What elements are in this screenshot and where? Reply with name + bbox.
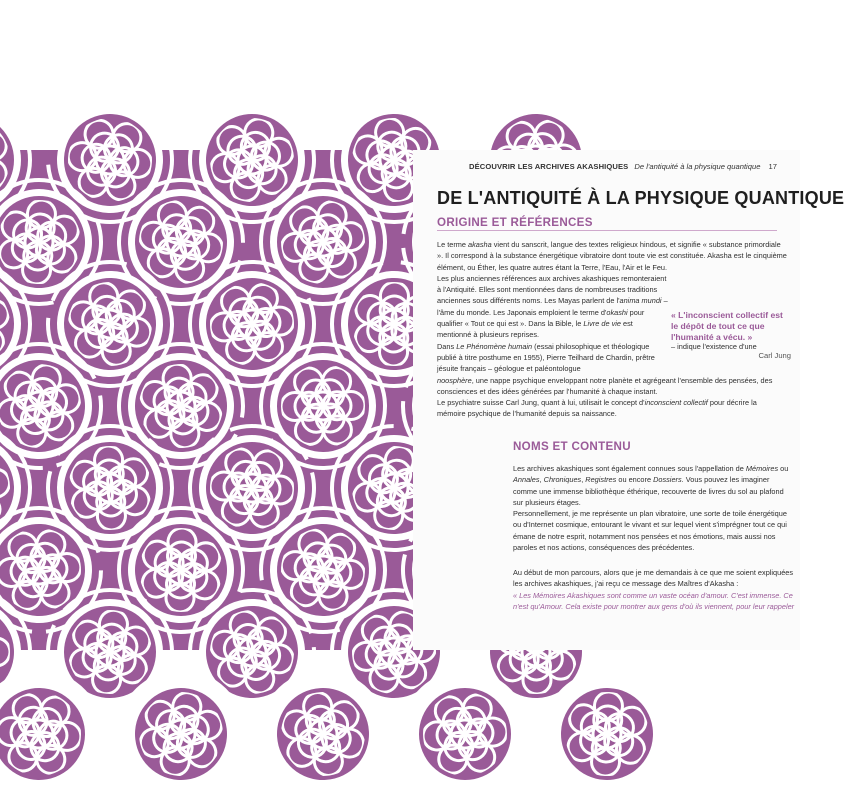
section-heading-origine: ORIGINE ET RÉFÉRENCES — [437, 216, 593, 229]
paragraph: Les plus anciennes références aux archives akashiques remonteraient à l'Antiquité. Elles sont mentionnées dans de nombreuses traditions anciennes sous différents noms. Les Mayas parlent de l'anima mundi – l'âme du monde. Les Japonais emploient le terme d'okashi pour qualifier « Tout ce qui est ». Dans la Bible, le Livre de vie est mentionné à plusieurs reprises. — [437, 273, 668, 340]
paragraph: Personnellement, je me représente un plan vibratoire, une sorte de toile énergétique ou d'Internet cosmique, entourant le vivant et sur lequel vient s'imprégner tout ce qui émane de notre esprit, notamment nos pensées et nos émotions, mais aussi nos paroles et nos actions, conséquences des précédentes. — [513, 509, 787, 553]
running-head — [469, 162, 777, 171]
decorative-pattern-page — [0, 150, 413, 650]
pull-quote — [671, 310, 791, 360]
pull-quote-text: « L'inconscient collectif est le dépôt de tout ce que l'humanité a vécu. » — [671, 310, 783, 342]
flower-of-life-pattern — [0, 150, 413, 650]
book-spread — [0, 150, 844, 650]
section-divider — [437, 230, 777, 231]
section-body-message — [513, 567, 795, 612]
section-body-noms — [513, 463, 795, 553]
chapter-title: DE L'ANTIQUITÉ À LA PHYSIQUE QUANTIQUE — [437, 188, 844, 208]
paragraph: Dans Le Phénomène humain (essai philosophique et théologique publié à titre posthume en 1955), Pierre Teilhard de Chardin, prêtre jésuite français – géologue et paléontologue – indique l'existence d'une noosphère, une nappe psychique enveloppant notre planète et agrégeant l'ensemble des pensées, des consciences et des idées générées par l'humanité à chaque instant. — [437, 341, 773, 396]
paragraph: Le psychiatre suisse Carl Jung, quant à lui, utilisait le concept d'inconscient collectif pour décrire la mémoire psychique de l'humanité depuis sa naissance. — [437, 398, 757, 419]
running-head-section: De l'antiquité à la physique quantique — [634, 162, 761, 171]
akashic-message-quote: « Les Mémoires Akashiques sont comme un vaste océan d'amour. C'est immense. Ce n'est qu'Amour. Cela existe pour montrer aux gens d'où ils viennent, pour leur rappeler — [513, 590, 795, 611]
paragraph: Au début de mon parcours, alors que je me demandais à ce que me soient expliquées les archives akashiques, j'ai reçu ce message des Maîtres d'Akasha : — [513, 568, 794, 589]
page-number: 17 — [768, 162, 777, 171]
paragraph: Les archives akashiques sont également connues sous l'appellation de Mémoires ou Annales, Chroniques, Registres ou encore Dossiers. Vous pouvez les imaginer comme une immense bibliothèque éthérique, recouverte de livres du sol au plafond sur plusieurs étages. — [513, 464, 789, 507]
paragraph: Le terme akasha vient du sanscrit, langue des textes religieux hindous, et signifie « substance primordiale ». Il correspond à la substance énergétique vibratoire dont toute vie est constituée. Akasha est le cinquième élément, ou Éther, les quatre autres étant la Terre, l'Eau, l'Air et le Feu. — [437, 240, 787, 272]
section-heading-noms: NOMS ET CONTENU — [513, 440, 631, 453]
pull-quote-author: Carl Jung — [758, 351, 791, 360]
text-page — [413, 150, 844, 650]
running-head-chapter: DÉCOUVRIR LES ARCHIVES AKASHIQUES — [469, 162, 629, 171]
